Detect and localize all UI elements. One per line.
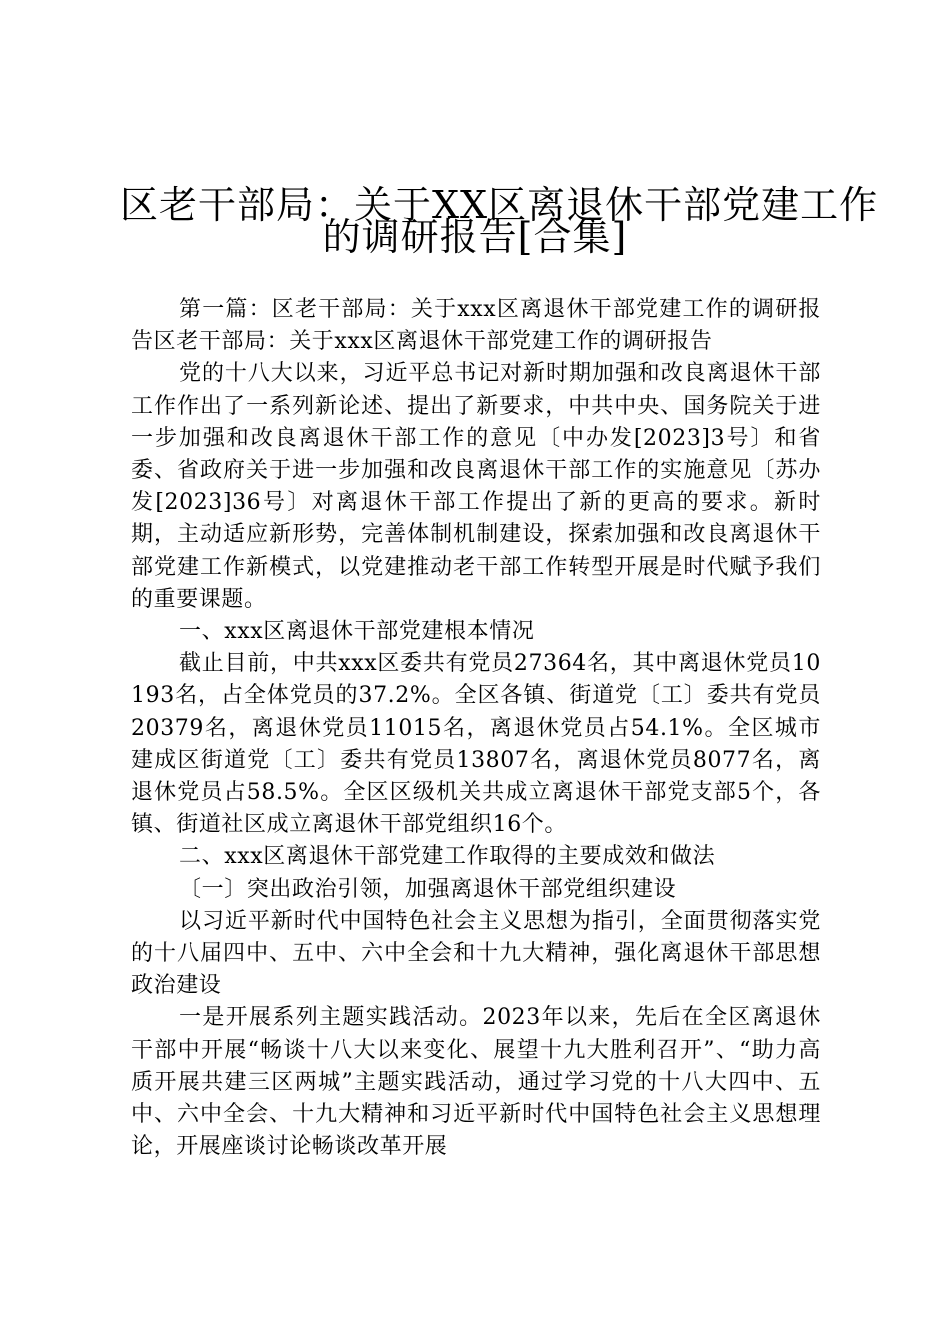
section-heading-1: 一、xxx区离退休干部党建根本情况 — [179, 619, 535, 645]
section-heading-2: 二、xxx区离退休干部党建工作取得的主要成效和做法 — [179, 844, 716, 870]
paragraph-intro: 第一篇：区老干部局：关于xxx区离退休干部党建工作的调研报告区老干部局：关于xxx区离退休干部党建工作的调研报告 — [131, 297, 821, 355]
paragraph-activities: 一是开展系列主题实践活动。2023年以来，先后在全区离退休干部中开展“畅谈十八大以来变化、展望十九大胜利召开”、“助力高质开展共建三区两城”主题实践活动，通过学习党的十八大四中、五中、六中全会、十九大精神和习近平新时代中国特色社会主义思想理论，开展座谈讨论畅谈改革开展 — [131, 1005, 821, 1160]
paragraph-background: 党的十八大以来，习近平总书记对新时期加强和改良离退休干部工作作出了一系列新论述、提出了新要求，中共中央、国务院关于进一步加强和改良离退休干部工作的意见〔中办发[2023]3号〕和省委、省政府关于进一步加强和改良离退休干部工作的实施意见〔苏办发[2023]36号〕对离退休干部工作提出了新的更高的要求。新时期，主动适应新形势，完善体制机制建设，探索加强和改良离退休干部党建工作新模式，以党建推动老干部工作转型开展是时代赋予我们的重要课题。 — [131, 361, 821, 612]
document-title-line-1: 区老干部局：关于XX区离退休干部党建工作 — [120, 183, 879, 227]
paragraph-guidance: 以习近平新时代中国特色社会主义思想为指引，全面贯彻落实党的十八届四中、五中、六中全会和十九大精神，强化离退休干部思想政治建设 — [131, 908, 821, 999]
document-body — [131, 294, 821, 1163]
document-title-line-2: 的调研报告[合集] — [322, 215, 628, 259]
subsection-heading-1: 〔一〕突出政治引领，加强离退休干部党组织建设 — [179, 876, 677, 902]
paragraph-statistics: 截止目前，中共xxx区委共有党员27364名，其中离退休党员10193名，占全体党员的37.2%。全区各镇、街道党〔工〕委共有党员20379名，离退休党员11015名，离退休党员占54.1%。全区城市建成区街道党〔工〕委共有党员13807名，离退休党员8077名，离退休党员占58.5%。全区区级机关共成立离退休干部党支部5个，各镇、街道社区成立离退休干部党组织16个。 — [131, 651, 821, 838]
